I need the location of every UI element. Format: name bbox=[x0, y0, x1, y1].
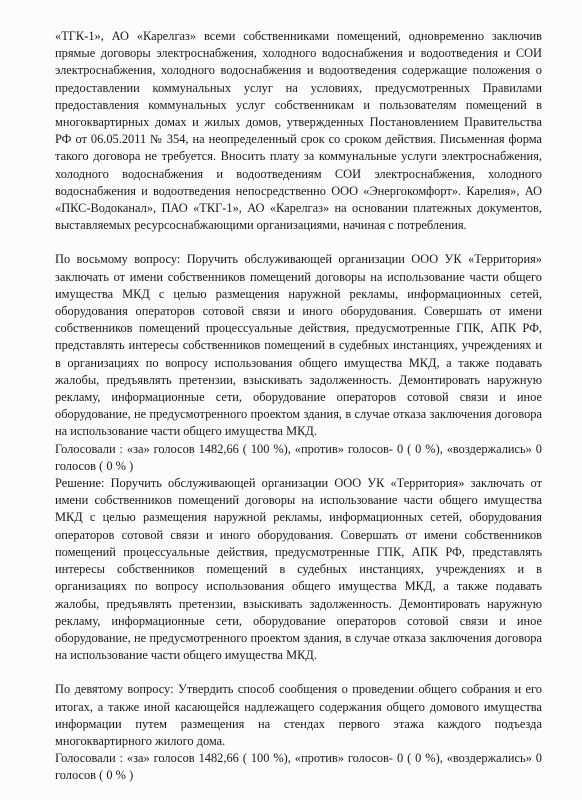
question-8-decision: Решение: Поручить обслуживающей организации ООО УК «Территория» заключать от имени собственников помещений договоры на использование части общего имущества МКД с целью размещения наружной рекламы, информационных сетей, оборудования операторов сотовой связи и иного оборудования. Совершать от имени собственников помещений процессуальные действия, предусмотренные ГПК, АПК РФ, представлять интересы собственников помещений в судебных инстанциях, учреждениях и в организациях по вопросу использования общего имущества МКД, а также подавать жалобы, предъявлять претензии, взыскивать задолженность. Демонтировать наружную рекламу, информационные сети, оборудование операторов сотовой связи и иное оборудование, не предусмотренного проектом здания, в случае отказа заключения договора на использование части общего имущества МКД. bbox=[55, 476, 542, 663]
question-9-vote: Голосовали : «за» голосов 1482,66 ( 100 %), «против» голосов- 0 ( 0 %), «воздержались» 0 голосов ( 0 % ) bbox=[55, 751, 542, 783]
question-9-text: По девятому вопросу: Утвердить способ сообщения о проведении общего собрания и его итогах, а также иной касающейся надлежащего содержания общего домового имущества информации путем размещения на стендах первого этажа каждого подъезда многоквартирного жилого дома. bbox=[55, 682, 542, 748]
question-8-text: По восьмому вопросу: Поручить обслуживающей организации ООО УК «Территория» заключать от имени собственников помещений договоры на использование части общего имущества МКД с целью размещения наружной рекламы, информационных сетей, оборудования операторов сотовой связи и иного оборудования. Совершать от имени собственников помещений процессуальные действия, предусмотренные ГПК, АПК РФ, представлять интересы собственников помещений в судебных инстанциях, учреждениях и в организациях по вопросу использования общего имущества МКД, а также подавать жалобы, предъявлять претензии, взыскивать задолженность. Демонтировать наружную рекламу, информационные сети, оборудование операторов сотовой связи и иное оборудование, не предусмотренного проектом здания, в случае отказа заключения договора на использование части общего имущества МКД. bbox=[55, 252, 542, 439]
spacer bbox=[55, 234, 542, 251]
question-8-vote: Голосовали : «за» голосов 1482,66 ( 100 %), «против» голосов- 0 ( 0 %), «воздержались» 0 голосов ( 0 % ) bbox=[55, 441, 542, 473]
paragraph-utilities-contracts: «ТГК-1», АО «Карелгаз» всеми собственниками помещений, одновременно заключив прямые договоры электроснабжения, холодного водоснабжения и водоотведения и СОИ электроснабжения, холодного водоснабжения и водоотведения содержащие положения о предоставлении коммунальных услуг на условиях, предусмотренных Правилами предоставления коммунальных услуг собственникам и пользователям помещений в многоквартирных домах и жилых домов, утвержденных Постановлением Правительства РФ от 06.05.2011 № 354, на неопределенный срок со сроком действия. Письменная форма такого договора не требуется. Вносить плату за коммунальные услуги электроснабжения, холодного водоснабжения и водоотведениям СОИ электроснабжения, холодного водоснабжения и водоотведения непосредственно ООО «Энергокомфорт». Карелия», АО «ПКС-Водоканал», ПАО «ТКГ-1», АО «Карелгаз» на основании платежных документов, выставляемых ресурсоснабжающими организациями, начиная с потребления. bbox=[55, 29, 542, 233]
spacer bbox=[55, 664, 542, 681]
